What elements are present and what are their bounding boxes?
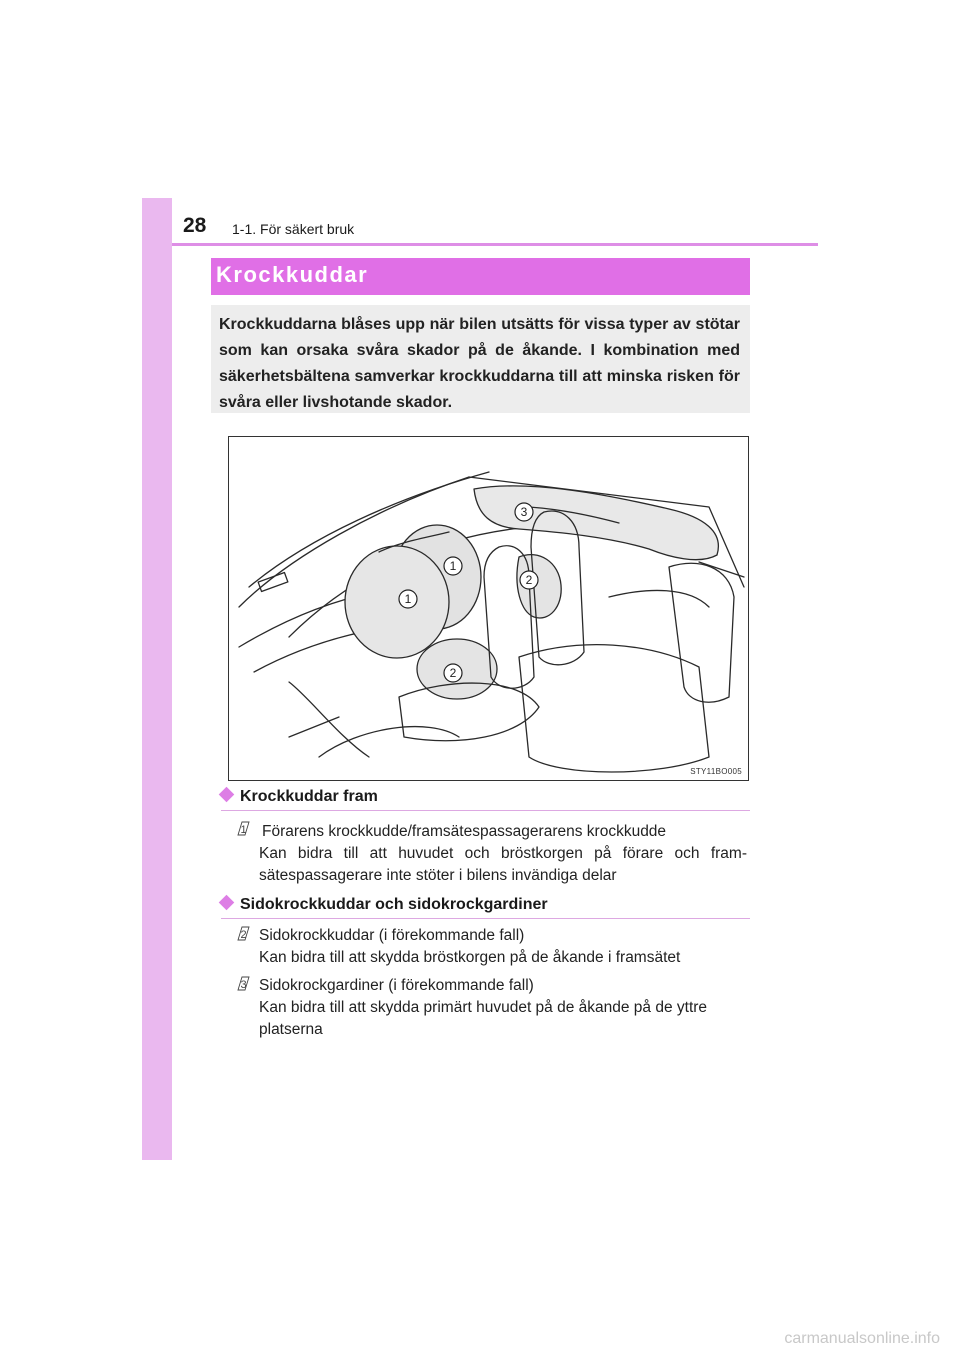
section-heading-text: Krockkuddar fram bbox=[240, 788, 378, 805]
header-rule bbox=[172, 243, 818, 246]
item-1-title: Förarens krockkudde/framsätespassagerarens krockkudde bbox=[262, 823, 667, 840]
item-1-body: Kan bidra till att huvudet och bröstkorgen på förare och framsätespassagerare inte stöter i bilens invändiga delar bbox=[259, 845, 747, 884]
callout-layer bbox=[229, 437, 749, 781]
section-rule bbox=[221, 918, 750, 919]
number-3-icon bbox=[237, 976, 250, 991]
diamond-bullet-icon bbox=[219, 787, 235, 803]
item-2 bbox=[259, 925, 747, 969]
callout-2b-label: 2 bbox=[449, 666, 457, 680]
number-1-icon bbox=[237, 821, 250, 836]
section-heading-front bbox=[221, 788, 378, 806]
section-label: 1-1. För säkert bruk bbox=[232, 221, 355, 237]
callout-1-label: 1 bbox=[449, 559, 457, 573]
item-3 bbox=[259, 975, 747, 1041]
section-heading-text: Sidokrockkuddar och sidokrockgardiner bbox=[240, 896, 548, 913]
item-3-body: Kan bidra till att skydda primärt huvudet på de åkande på de yttre platserna bbox=[259, 999, 708, 1038]
item-2-title: Sidokrockkuddar (i förekommande fall) bbox=[259, 927, 525, 944]
side-band bbox=[142, 198, 172, 1160]
callout-1b-label: 1 bbox=[404, 592, 412, 606]
page-number: 28 bbox=[183, 214, 207, 237]
intro-box bbox=[211, 305, 750, 413]
number-2-icon bbox=[237, 926, 250, 941]
callout-3-label: 3 bbox=[520, 505, 528, 519]
section-heading-side bbox=[221, 896, 548, 914]
item-1 bbox=[262, 821, 750, 843]
watermark: carmanualsonline.info bbox=[784, 1330, 940, 1347]
item-2-body: Kan bidra till att skydda bröstkorgen på de åkande i framsätet bbox=[259, 949, 681, 966]
intro-text: Krockkuddarna blåses upp när bilen utsätts för vissa typer av stötar som kan orsaka svåra skador på de åkande. I kombination med säkerhetsbältena samverkar krockkuddarna till att minska risken för svåra eller livshotande skador. bbox=[219, 316, 740, 411]
page-title: Krockkuddar bbox=[216, 262, 369, 287]
svg-text:1: 1 bbox=[240, 824, 247, 836]
callout-2-label: 2 bbox=[525, 573, 533, 587]
svg-text:3: 3 bbox=[240, 979, 247, 991]
item-3-title: Sidokrockgardiner (i förekommande fall) bbox=[259, 977, 534, 994]
figure-code: STY11BO005 bbox=[690, 767, 742, 776]
airbag-illustration bbox=[228, 436, 749, 781]
svg-text:2: 2 bbox=[240, 929, 247, 941]
section-rule bbox=[221, 810, 750, 811]
diamond-bullet-icon bbox=[219, 895, 235, 911]
